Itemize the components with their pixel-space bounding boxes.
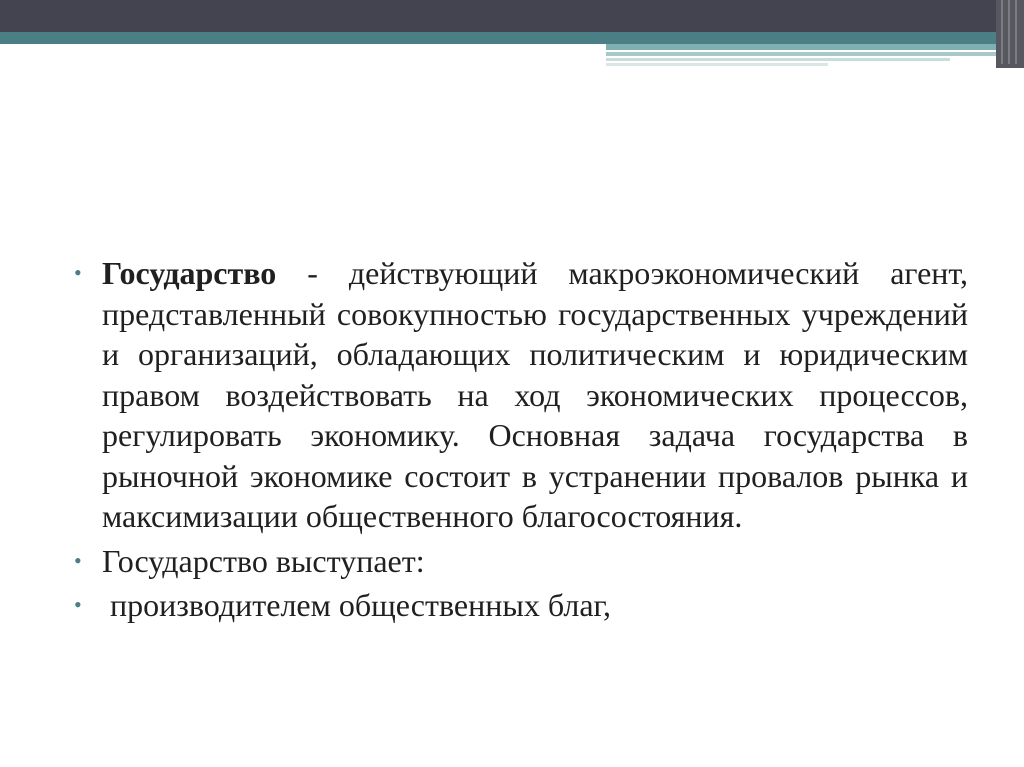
bullet-item (72, 585, 968, 626)
header-band-teal (0, 32, 1024, 44)
header-thin-line (606, 52, 996, 56)
header-corner-stripe (1008, 0, 1010, 64)
header-corner-stripe (1001, 0, 1003, 64)
bullet-text: производителем общественных благ, (110, 587, 612, 623)
header-band-dark (0, 0, 1024, 32)
bullet-dot-icon: • (74, 260, 82, 285)
header-band-teal-light (606, 44, 1024, 50)
header-thin-line (606, 63, 828, 66)
term-definition-keyword: Государство (102, 255, 277, 291)
bullet-item (72, 541, 968, 582)
slide-body (72, 253, 968, 628)
bullet-text: Государство выступает: (102, 542, 425, 579)
bullet-dot-icon: • (74, 547, 82, 573)
header-corner-stripe (1015, 0, 1017, 64)
definition-text: - действующий макроэкономический агент, представленный совокупностью государственных учреждений и организаций, обладающих политическим и юридическим правом воздействовать на ход экономических процессов, регулировать экономику. Основная задача государства в рыночной экономике состоит в устранении провалов рынка и максимизации общественного благосостояния. (102, 255, 968, 534)
bullet-dot-icon: • (74, 592, 82, 617)
bullet-text (102, 253, 968, 537)
header-thin-line (606, 58, 950, 61)
bullet-item (72, 253, 968, 537)
